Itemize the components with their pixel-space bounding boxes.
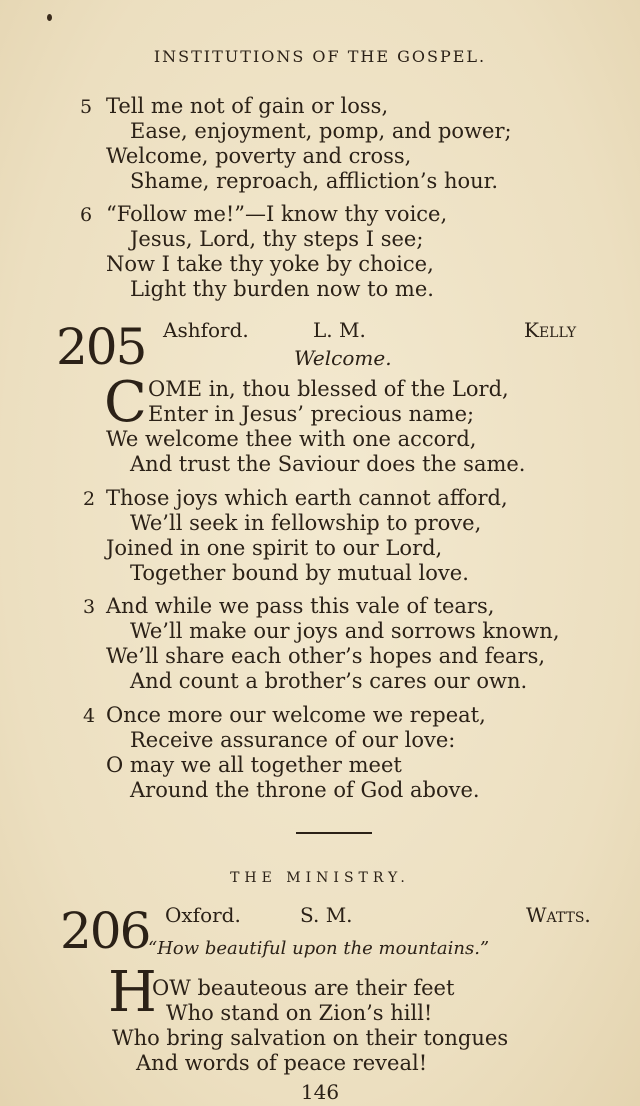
verse-line: Now I take thy yoke by choice,	[106, 252, 434, 276]
verse-line: Ease, enjoyment, pomp, and power;	[130, 119, 512, 143]
verse-line: OME in, thou blessed of the Lord,	[148, 377, 509, 401]
section-heading: THE MINISTRY.	[230, 870, 410, 886]
verse-line: Once more our welcome we repeat,	[106, 703, 486, 727]
verse-line: “Follow me!”—I know thy voice,	[106, 202, 448, 226]
verse-line: Tell me not of gain or loss,	[106, 94, 389, 118]
page-number: 146	[300, 1080, 340, 1104]
meter: S. M.	[300, 903, 353, 927]
verse-line: We’ll share each other’s hopes and fears,	[106, 644, 546, 668]
verse-line: And count a brother’s cares our own.	[130, 669, 528, 693]
verse-line: And trust the Saviour does the same.	[130, 452, 526, 476]
verse-line: O may we all together meet	[106, 753, 402, 777]
verse-line: Light thy burden now to me.	[130, 277, 434, 301]
verse-line: Joined in one spirit to our Lord,	[106, 536, 443, 560]
section-divider	[296, 832, 372, 834]
ink-speck	[47, 14, 52, 21]
author: Watts.	[526, 903, 591, 927]
verse-line: Who bring salvation on their tongues	[112, 1026, 509, 1050]
meter: L. M.	[313, 318, 366, 342]
drop-cap: H	[108, 960, 157, 1025]
hymn-number: 205	[56, 318, 146, 376]
verse-line: Jesus, Lord, thy steps I see;	[130, 227, 424, 251]
verse-line: We welcome thee with one accord,	[106, 427, 477, 451]
drop-cap: C	[104, 370, 147, 435]
tune-name: Ashford.	[163, 318, 249, 342]
verse-line: Who stand on Zion’s hill!	[166, 1001, 433, 1025]
stanza-number: 6	[80, 204, 93, 226]
verse-line: Shame, reproach, affliction’s hour.	[130, 169, 499, 193]
stanza-number: 2	[83, 488, 96, 510]
verse-line: Enter in Jesus’ precious name;	[148, 402, 475, 426]
verse-line: We’ll make our joys and sorrows known,	[130, 619, 560, 643]
verse-line: Welcome, poverty and cross,	[106, 144, 412, 168]
verse-line: Together bound by mutual love.	[130, 561, 469, 585]
hymn-number: 206	[60, 902, 150, 960]
author: Kelly	[524, 318, 577, 342]
stanza-number: 5	[80, 96, 93, 118]
verse-line: Around the throne of God above.	[130, 778, 480, 802]
tune-name: Oxford.	[165, 903, 241, 927]
verse-line: And while we pass this vale of tears,	[106, 594, 495, 618]
verse-line: OW beauteous are their feet	[152, 976, 455, 1000]
verse-line: Those joys which earth cannot afford,	[106, 486, 508, 510]
verse-line: Receive assurance of our love:	[130, 728, 456, 752]
stanza-number: 3	[83, 596, 96, 618]
verse-line: We’ll seek in fellowship to prove,	[130, 511, 482, 535]
running-header: INSTITUTIONS OF THE GOSPEL.	[153, 47, 487, 66]
stanza-number: 4	[83, 705, 96, 727]
hymn-title: “How beautiful upon the mountains.”	[148, 938, 490, 959]
hymn-title: Welcome.	[294, 346, 392, 370]
verse-line: And words of peace reveal!	[136, 1051, 428, 1075]
